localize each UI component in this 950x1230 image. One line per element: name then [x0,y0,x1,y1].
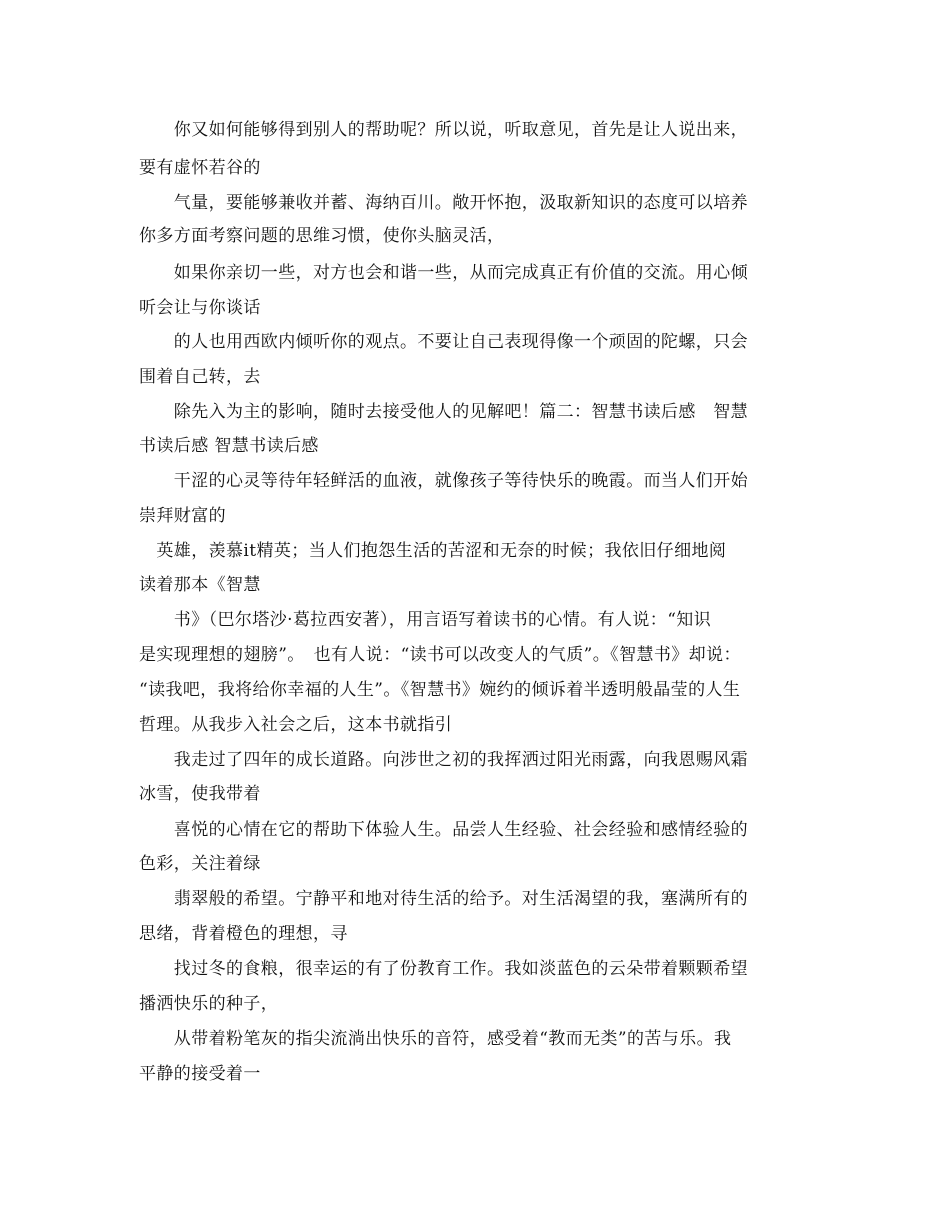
text-line: 围着自己转，去 [139,367,261,387]
text-line: 冰雪，使我带着 [139,784,261,804]
text-line: 思绪，背着橙色的理想，寻 [139,924,348,944]
text-line: 书读后感 智慧书读后感 [139,436,319,456]
text-line: 除先入为主的影响，随时去接受他人的见解吧！篇二：智慧书读后感 智慧 [139,402,748,422]
text-line: 色彩，关注着绿 [139,854,261,874]
text-line: 读着那本《智慧 [139,575,261,595]
text-line: 哲理。从我步入社会之后，这本书就指引 [139,715,453,735]
text-line: 的人也用西欧内倾听你的观点。不要让自己表现得像一个顽固的陀螺，只会 [139,332,748,352]
text-line: 喜悦的心情在它的帮助下体验人生。品尝人生经验、社会经验和感情经验的 [139,820,748,840]
text-line: 如果你亲切一些，对方也会和谐一些，从而完成真正有价值的交流。用心倾 [139,263,748,283]
text-line: 翡翠般的希望。宁静平和地对待生活的给予。对生活渴望的我，塞满所有的 [139,889,748,909]
text-line: 播洒快乐的种子， [139,994,279,1014]
text-line: 干涩的心灵等待年轻鲜活的血液，就像孩子等待快乐的晚霞。而当人们开始 [139,471,748,491]
text-line: 书》（巴尔塔沙·葛拉西安著），用言语写着读书的心情。有人说：“知识 [139,610,712,630]
text-line: 崇拜财富的 [139,506,226,526]
text-line: 气量，要能够兼收并蓄、海纳百川。敞开怀抱，汲取新知识的态度可以培养 [139,193,748,213]
text-line: 找过冬的食粮，很幸运的有了份教育工作。我如淡蓝色的云朵带着颗颗希望 [139,959,748,979]
text-line: “读我吧，我将给你幸福的人生”。《智慧书》婉约的倾诉着半透明般晶莹的人生 [139,680,741,700]
text-line: 要有虚怀若谷的 [139,158,261,178]
text-line: 英雄，羡慕it精英；当人们抱怨生活的苦涩和无奈的时候；我依旧仔细地阅 [139,541,727,561]
text-line: 是实现理想的翅膀”。 也有人说：“读书可以改变人的气质”。《智慧书》却说： [139,645,741,665]
text-line: 平静的接受着一 [139,1064,261,1084]
text-line: 你多方面考察问题的思维习惯，使你头脑灵活， [139,226,505,246]
text-line: 我走过了四年的成长道路。向涉世之初的我挥洒过阳光雨露，向我恩赐风霜 [139,750,748,770]
text-line: 从带着粉笔灰的指尖流淌出快乐的音符，感受着“教而无类”的苦与乐。我 [139,1029,732,1049]
text-line: 你又如何能够得到别人的帮助呢？所以说，听取意见，首先是让人说出来， [139,120,748,140]
text-line: 听会让与你谈话 [139,298,261,318]
